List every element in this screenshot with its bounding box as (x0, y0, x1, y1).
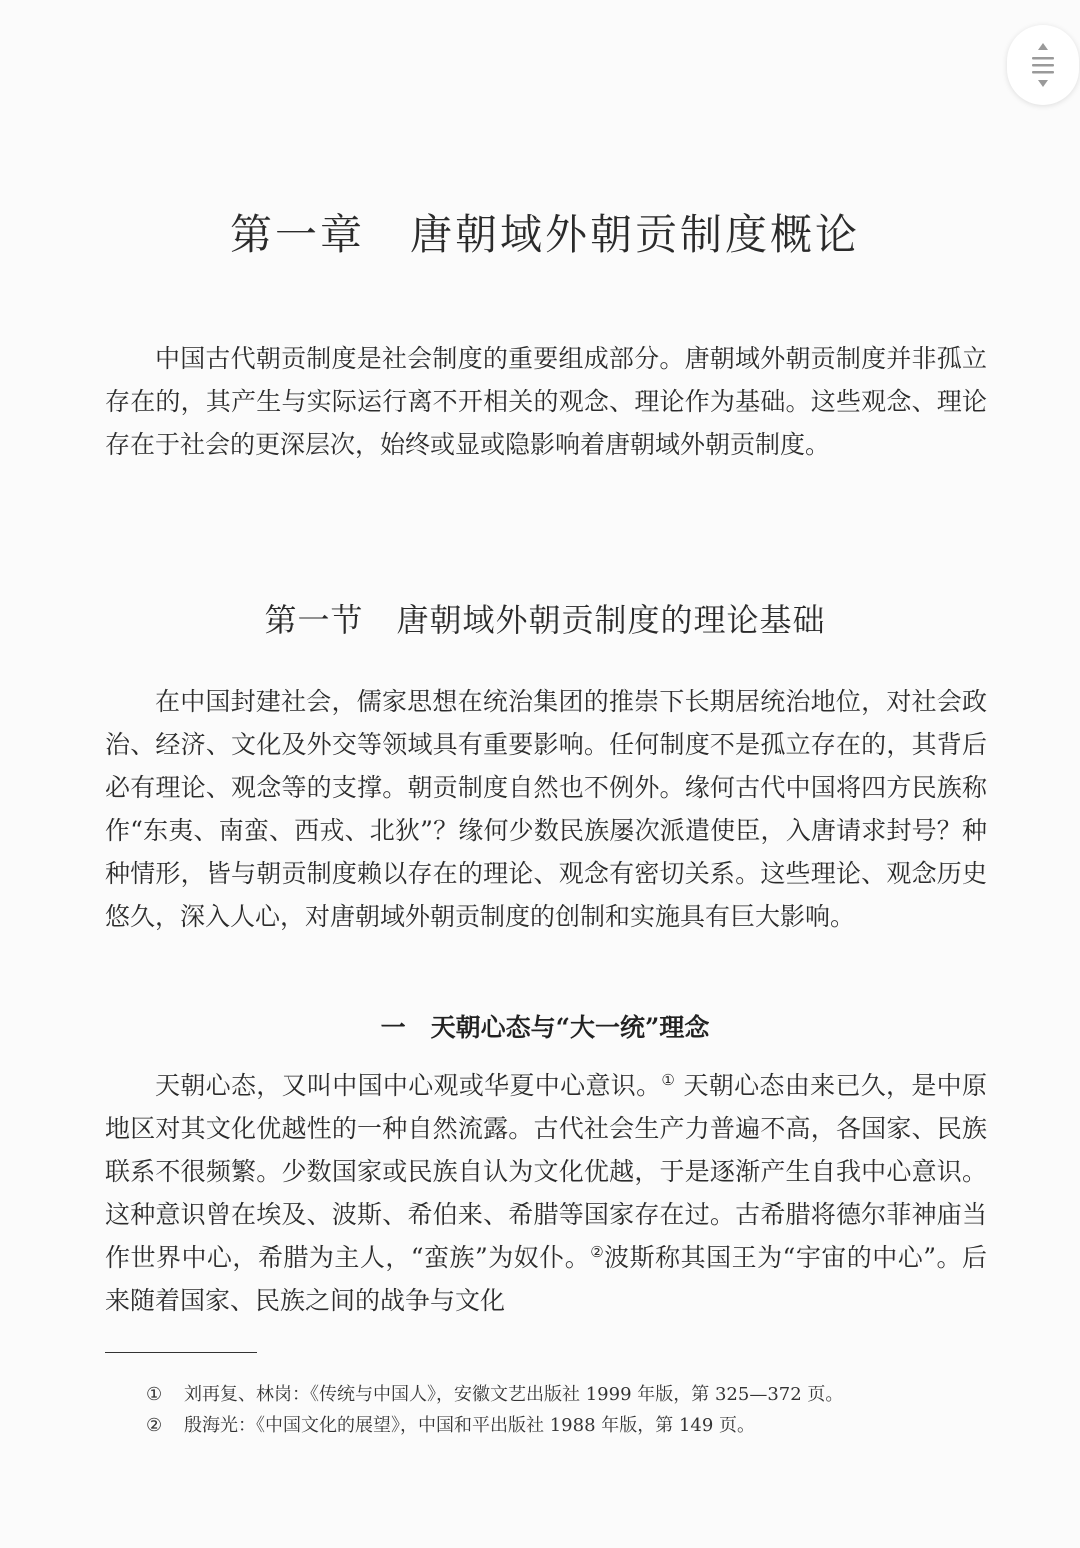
footnote-ref-1: ① (661, 1071, 676, 1089)
footnote-2 (146, 1413, 755, 1439)
footnote-2-text: 殷海光：《中国文化的展望》，中国和平出版社 1988 年版，第 149 页。 (184, 1415, 756, 1436)
section-paragraph: 在中国封建社会，儒家思想在统治集团的推崇下长期居统治地位，对社会政治、经济、文化及外交等领域具有重要影响。任何制度不是孤立存在的，其背后必有理论、观念等的支撑。朝贡制度自然也不例外。缘何古代中国将四方民族称作“东夷、南蛮、西戎、北狄”？缘何少数民族屡次派遣使臣，入唐请求封号？种种情形，皆与朝贡制度赖以存在的理论、观念有密切关系。这些理论、观念历史悠久，深入人心，对唐朝域外朝贡制度的创制和实施具有巨大影响。 (105, 687, 987, 931)
footnote-1-mark: ① (146, 1384, 163, 1405)
subsection-title: 一 天朝心态与“大一统”理念 (380, 1013, 710, 1042)
body-text-part2: 天朝心态由来已久，是中原地区对其文化优越性的一种自然流露。古代社会生产力普遍不高，各国家、民族联系不很频繁。少数国家或民族自认为文化优越，于是逐渐产生自我中心意识。这种意识曾在埃及、波斯、希伯来、希腊等国家存在过。古希腊将德尔菲神庙当作世界中心，希腊为主人，“蛮族”为奴仆。 (105, 1071, 987, 1272)
scroll-lines-icon (1031, 41, 1055, 89)
footnote-ref-2: ② (590, 1243, 605, 1261)
body-text-part1: 天朝心态，又叫中国中心观或华夏中心意识。 (155, 1071, 662, 1100)
body-text-part3: 波斯称其国王为“宇宙的中心”。后来随着国家、民族之间的战争与文化 (105, 1243, 987, 1315)
footnote-1 (146, 1382, 843, 1408)
body-paragraph (105, 1064, 987, 1322)
intro-paragraph: 中国古代朝贡制度是社会制度的重要组成部分。唐朝域外朝贡制度并非孤立存在的，其产生与实际运行离不开相关的观念、理论作为基础。这些观念、理论存在于社会的更深层次，始终或显或隐影响着唐朝域外朝贡制度。 (105, 344, 987, 459)
footnote-divider (105, 1352, 257, 1353)
scroll-handle-button[interactable] (1007, 25, 1079, 105)
footnote-2-mark: ② (146, 1415, 163, 1436)
chapter-title: 第一章 唐朝域外朝贡制度概论 (229, 210, 860, 259)
section-title: 第一节 唐朝域外朝贡制度的理论基础 (264, 601, 826, 639)
footnote-1-text: 刘再复、林岗：《传统与中国人》，安徽文艺出版社 1999 年版，第 325—372 页。 (184, 1384, 844, 1405)
